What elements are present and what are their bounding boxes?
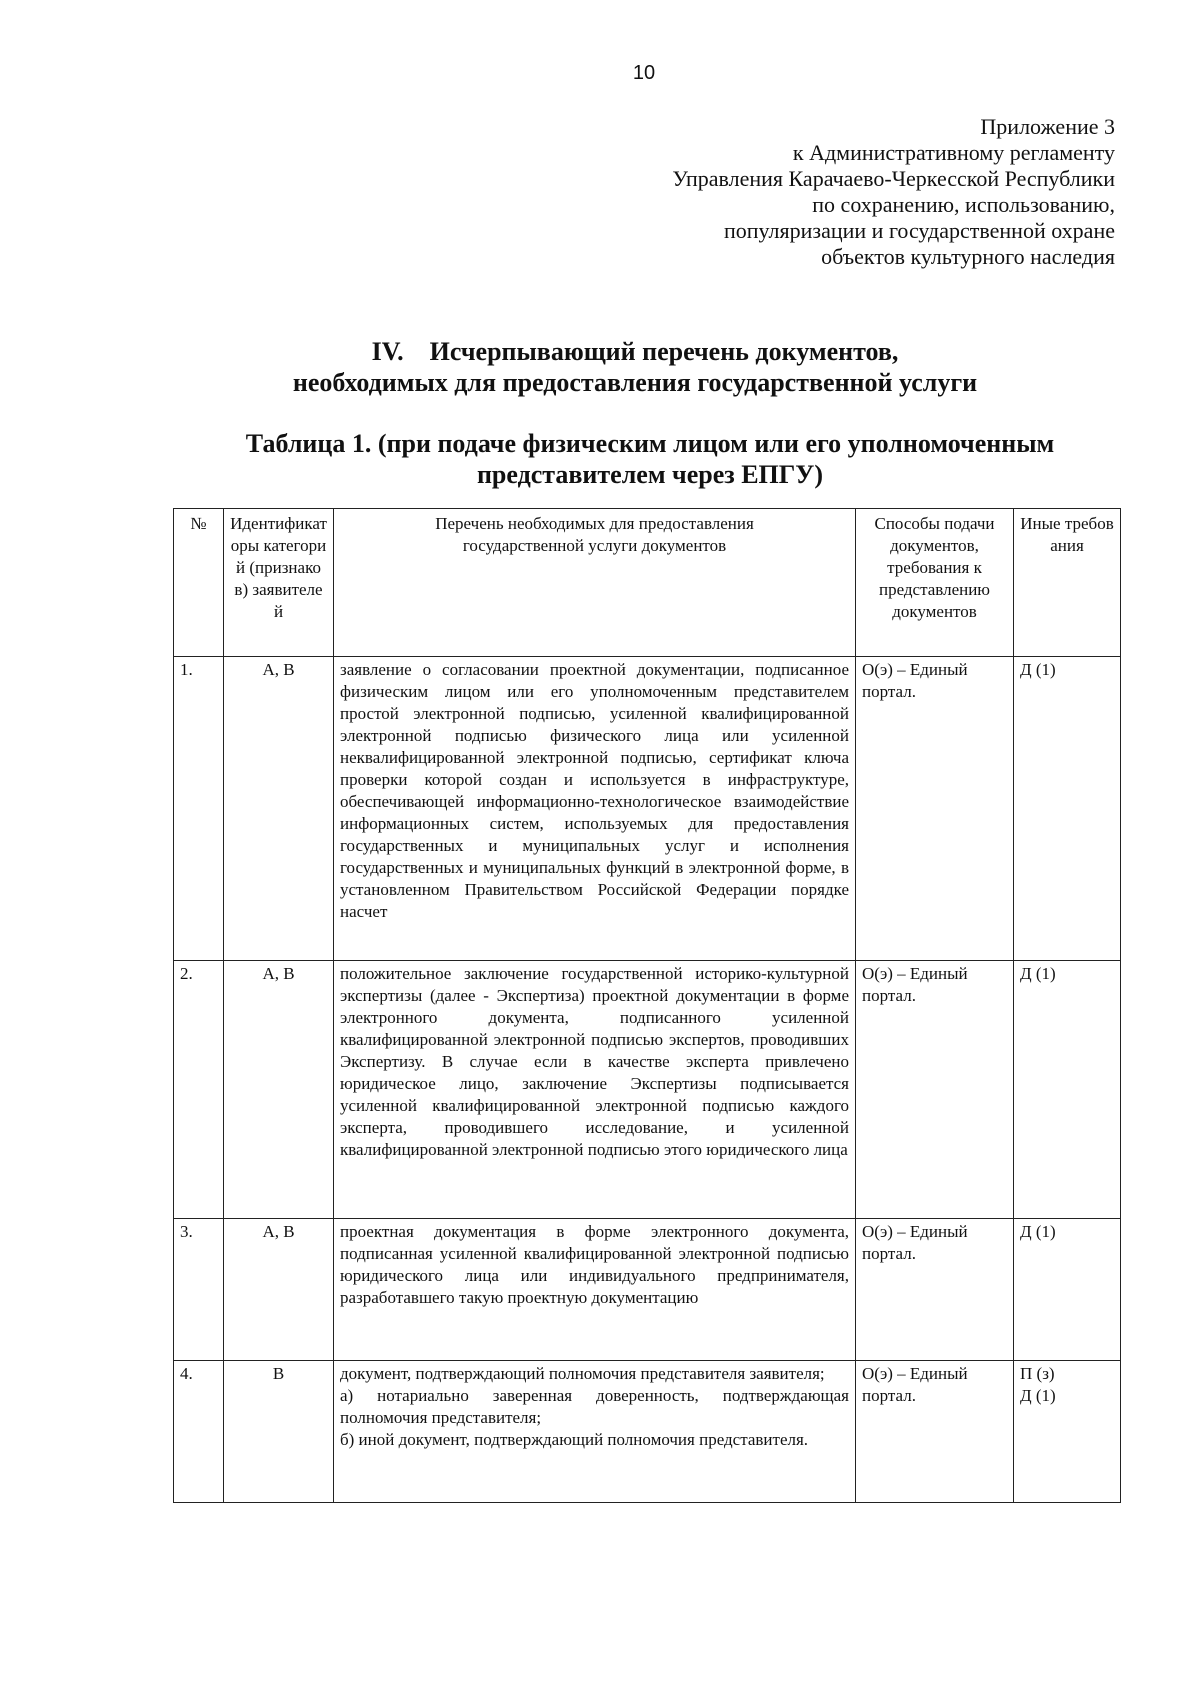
row-other (1014, 1361, 1121, 1503)
table-title-line: представителем через ЕПГУ) (476, 460, 824, 489)
row-method: О(э) – Единый портал. (856, 1361, 1014, 1503)
row-other-line: П (з) (1020, 1364, 1055, 1383)
table-row (174, 961, 1121, 1219)
appendix-line: Приложение 3 (980, 114, 1115, 139)
row-method: О(э) – Единый портал. (856, 961, 1014, 1219)
row-document: положительное заключение государственной историко-культурной экспертизы (далее - Экспертиза) проектной документации в форме электронного документа, подписанного усиленной квалифицированной электронной подписью экспертов, проводивших Экспертизу. В случае если в качестве эксперта привлечено юридическое лицо, заключение Экспертизы подписывается усиленной квалифицированной электронной подписью каждого эксперта, проводившего исследование, и усиленной квалифицированной электронной подписью этого юридического лица (334, 961, 856, 1219)
appendix-line: по сохранению, использованию, (812, 192, 1115, 217)
appendix-line: объектов культурного наследия (821, 244, 1115, 269)
row-other-line: Д (1) (1020, 1386, 1056, 1405)
table-row (174, 1219, 1121, 1361)
section-heading (170, 336, 1100, 398)
table-title (170, 428, 1130, 490)
row-number: 4. (174, 1361, 224, 1503)
appendix-line: популяризации и государственной охране (723, 218, 1115, 243)
appendix-note (515, 114, 1115, 270)
table-title-line: Таблица 1. (при подаче физическим лицом или его уполномоченным (245, 429, 1055, 458)
row-other: Д (1) (1014, 1219, 1121, 1361)
header-num: № (174, 509, 224, 657)
documents-table (173, 508, 1121, 1503)
row-document: заявление о согласовании проектной документации, подписанное физическим лицом или его уполномоченным представителем простой электронной подписью, усиленной квалифицированной электронной подписью физического лица или усиленной неквалифицированной электронной подписью, сертификат ключа проверки которой создан и используется в инфраструктуре, обеспечивающей информационно-технологическое взаимодействие информационных систем, используемых для предоставления государственных и муниципальных услуг и исполнения государственных и муниципальных функций в электронной форме, в установленном Правительством Российской Федерации порядке насчет (334, 657, 856, 961)
row-identifiers: А, В (224, 657, 334, 961)
row-identifiers: В (224, 1361, 334, 1503)
row-document-part: документ, подтверждающий полномочия представителя заявителя; (340, 1364, 825, 1383)
row-method: О(э) – Единый портал. (856, 657, 1014, 961)
appendix-line: к Административному регламенту (792, 140, 1115, 165)
row-document-part: б) иной документ, подтверждающий полномочия представителя. (340, 1430, 809, 1449)
header-document-list: Перечень необходимых для предоставления государственной услуги документов (334, 509, 856, 657)
row-identifiers: А, В (224, 961, 334, 1219)
row-number: 3. (174, 1219, 224, 1361)
header-submission-methods: Способы подачи документов, требования к представлению документов (856, 509, 1014, 657)
row-document: проектная документация в форме электронного документа, подписанная усиленной квалифицированной электронной подписью юридического лица или индивидуального предпринимателя, разработавшего такую проектную документацию (334, 1219, 856, 1361)
header-other-requirements: Иные требования (1014, 509, 1121, 657)
table-row (174, 1361, 1121, 1503)
appendix-line: Управления Карачаево-Черкесской Республики (672, 166, 1115, 191)
row-document-part: а) нотариально заверенная доверенность, подтверждающая полномочия представителя; (340, 1386, 849, 1427)
row-other: Д (1) (1014, 961, 1121, 1219)
row-other: Д (1) (1014, 657, 1121, 961)
section-heading-line: необходимых для предоставления государственной услуги (292, 368, 978, 397)
section-heading-line: IV. Исчерпывающий перечень документов, (371, 337, 899, 366)
page-number: 10 (632, 62, 656, 84)
table-row (174, 657, 1121, 961)
row-number: 2. (174, 961, 224, 1219)
row-identifiers: А, В (224, 1219, 334, 1361)
header-identifiers: Идентификаторы категорий (признаков) заявителей (224, 509, 334, 657)
row-document (334, 1361, 856, 1503)
row-method: О(э) – Единый портал. (856, 1219, 1014, 1361)
table-header-row (174, 509, 1121, 657)
row-number: 1. (174, 657, 224, 961)
